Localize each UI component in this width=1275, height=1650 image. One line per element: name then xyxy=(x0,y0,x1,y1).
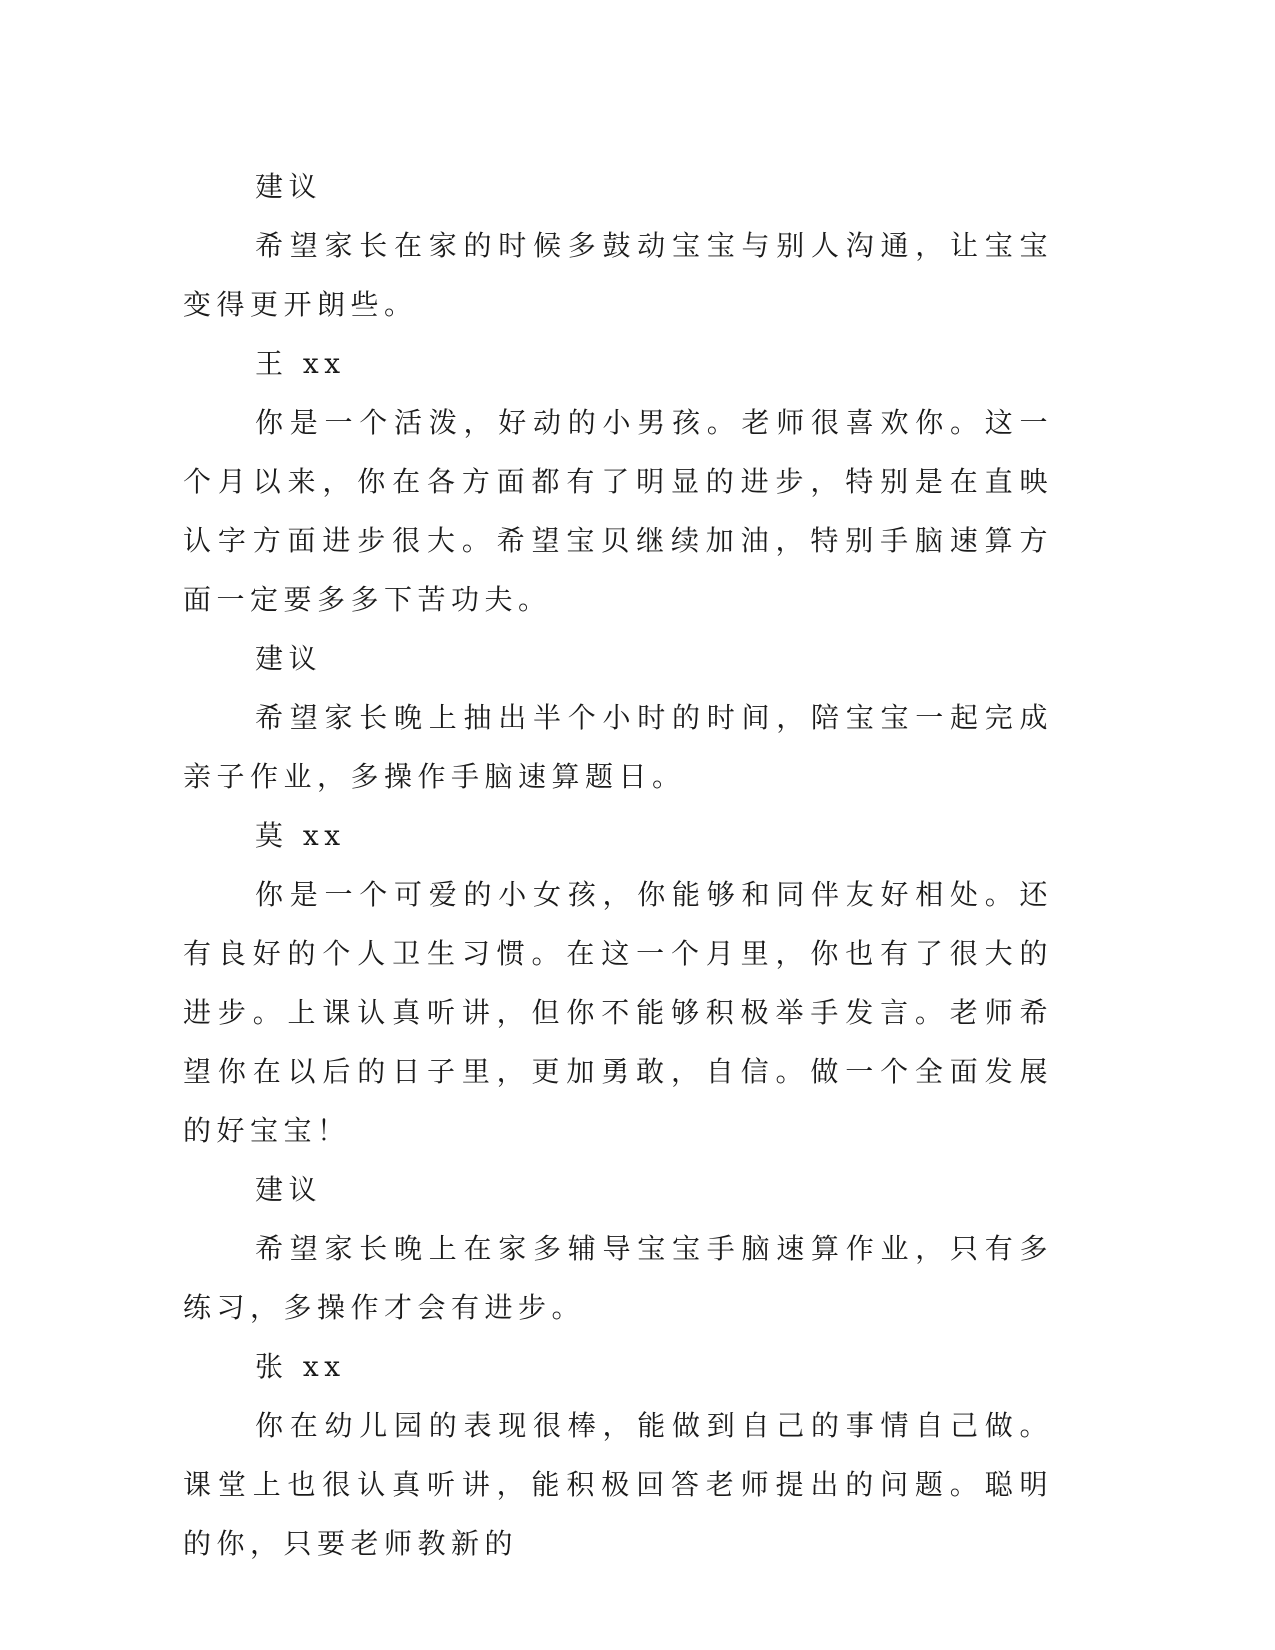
heading-suggestion: 建议 xyxy=(255,1173,323,1206)
paragraph-suggestion-1: 希望家长在家的时候多鼓动宝宝与别人沟通，让宝宝变得更开朗些。 xyxy=(183,229,1053,321)
paragraph-suggestion-3: 希望家长晚上在家多辅导宝宝手脑速算作业，只有多练习，多操作才会有进步。 xyxy=(183,1232,1053,1324)
student-name-mo: 莫 xx xyxy=(255,819,346,852)
heading-suggestion: 建议 xyxy=(255,642,323,675)
paragraph-comment-mo: 你是一个可爱的小女孩，你能够和同伴友好相处。还有良好的个人卫生习惯。在这一个月里，你也有了很大的进步。上课认真听讲，但你不能够积极举手发言。老师希望你在以后的日子里，更加勇敢，自信。做一个全面发展的好宝宝！ xyxy=(183,878,1053,1147)
paragraph-suggestion-2: 希望家长晚上抽出半个小时的时间，陪宝宝一起完成亲子作业，多操作手脑速算题日。 xyxy=(183,701,1053,793)
paragraph-comment-wang: 你是一个活泼，好动的小男孩。老师很喜欢你。这一个月以来，你在各方面都有了明显的进步，特别是在直映认字方面进步很大。希望宝贝继续加油，特别手脑速算方面一定要多多下苦功夫。 xyxy=(183,406,1053,616)
heading-suggestion: 建议 xyxy=(255,170,323,203)
student-name-wang: 王 xx xyxy=(255,347,346,380)
paragraph-comment-zhang: 你在幼儿园的表现很棒，能做到自己的事情自己做。课堂上也很认真听讲，能积极回答老师提出的问题。聪明的你，只要老师教新的 xyxy=(183,1409,1053,1560)
document-body xyxy=(183,157,1053,1573)
student-name-zhang: 张 xx xyxy=(255,1350,346,1383)
